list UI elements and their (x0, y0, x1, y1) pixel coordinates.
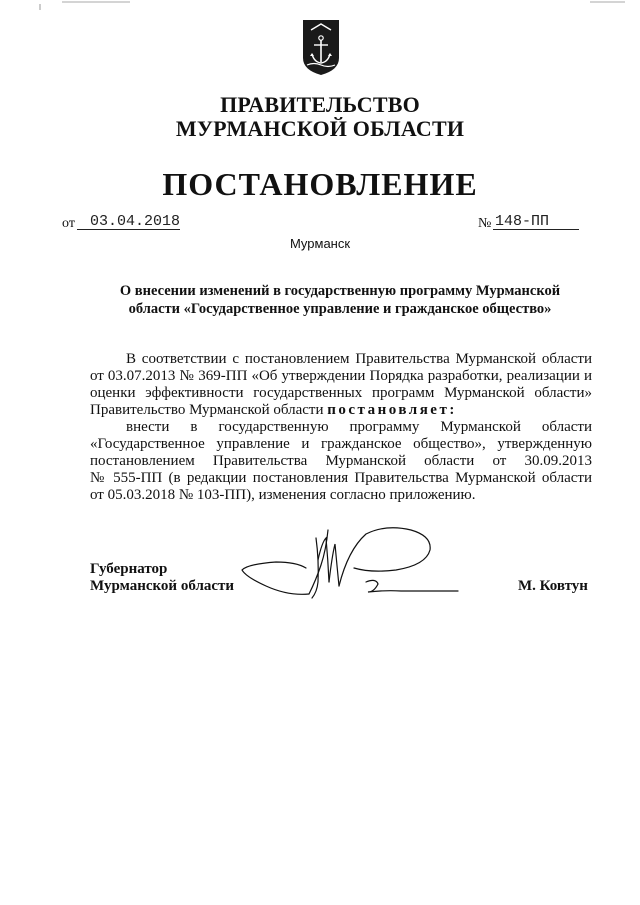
body-paragraph1-line4-text: Правительство Мурманской области (90, 402, 324, 418)
signatory-position-line1: Губернатор (90, 561, 168, 577)
body-paragraph2-line1: внести в государственную программу Мурманской области (126, 419, 592, 435)
body-paragraph2-line2: «Государственное управление и гражданское общество», утвержденную (90, 436, 592, 452)
document-type-title: ПОСТАНОВЛЕНИЕ (162, 166, 478, 202)
scan-artifacts (0, 0, 640, 12)
murmansk-coat-of-arms-icon (301, 18, 341, 76)
body-paragraph2-line4: № 555-ПП (в редакции постановления Правительства Мурманской области (90, 470, 592, 486)
subject-line2: области «Государственное управление и гражданское общество» (128, 301, 552, 317)
subject-line1: О внесении изменений в государственную программу Мурманской (119, 283, 561, 299)
body-paragraph2-line5: от 05.03.2018 № 103-ПП), изменения согласно приложению. (90, 487, 476, 503)
body-paragraph1-line2: от 03.07.2013 № 369-ПП «Об утверждении Порядка разработки, реализации и (90, 368, 592, 384)
body-paragraph1-line3: оценки эффективности государственных программ Мурманской области» (90, 385, 592, 401)
handwritten-signature-icon (236, 520, 476, 604)
body-paragraph1-line1: В соответствии с постановлением Правительства Мурманской области (126, 351, 592, 367)
government-title-line2: МУРМАНСКОЙ ОБЛАСТИ (175, 116, 465, 141)
date-prefix: от (62, 216, 75, 231)
date-underline (77, 229, 180, 230)
signatory-position-line2: Мурманской области (90, 578, 235, 594)
body-paragraph2-line3: постановлением Правительства Мурманской области от 30.09.2013 (90, 453, 592, 469)
resolution-keyword: постановляет: (327, 402, 457, 418)
document-number: 148-ПП (495, 213, 550, 230)
government-title-line1: ПРАВИТЕЛЬСТВО (220, 92, 420, 117)
document-date: 03.04.2018 (90, 213, 181, 230)
number-underline (493, 229, 579, 230)
number-prefix: № (478, 216, 492, 231)
signatory-name: М. Ковтун (518, 578, 588, 594)
body-paragraph1-line4 (90, 402, 592, 419)
city-name: Мурманск (289, 236, 351, 251)
